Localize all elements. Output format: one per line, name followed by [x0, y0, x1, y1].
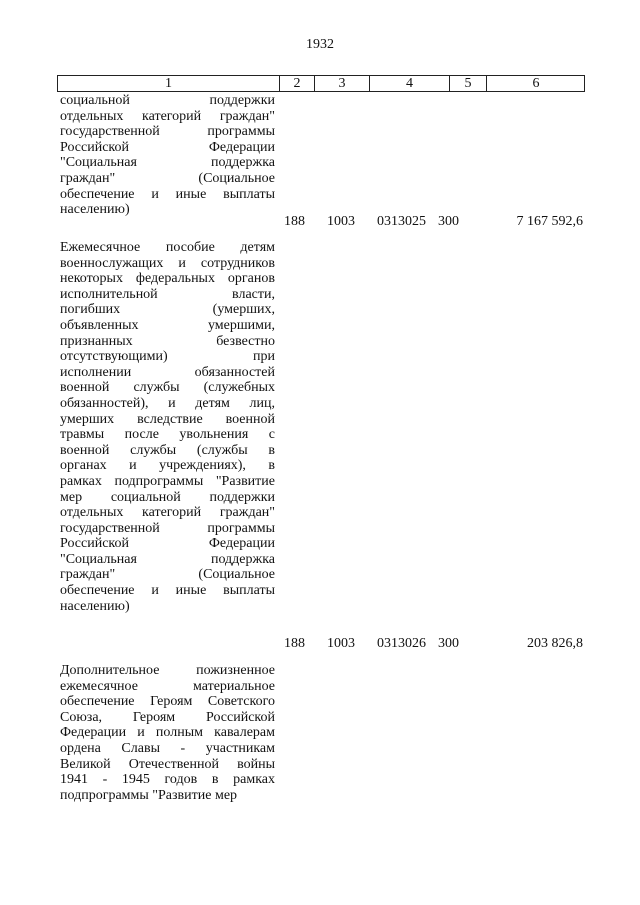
- column-header-2: 2: [280, 76, 315, 91]
- ministry-code: 188: [284, 214, 305, 229]
- description-line: населению): [60, 202, 130, 218]
- column-header-5: 5: [450, 76, 487, 91]
- description-line: обеспечение Героям Советского: [60, 694, 275, 710]
- description-line: обязанностей), и детям лиц,: [60, 395, 275, 411]
- description-line: ежемесячное материальное: [60, 678, 275, 694]
- section-code: 1003: [327, 214, 355, 229]
- description-line: обеспечение и иные выплаты: [60, 186, 275, 202]
- ministry-code: 188: [284, 636, 305, 651]
- description-line: Дополнительное пожизненное: [60, 663, 275, 678]
- description-line: обеспечение и иные выплаты: [60, 583, 275, 599]
- description-line: военнослужащих и сотрудников: [60, 255, 275, 271]
- description-line: населению): [60, 598, 130, 614]
- description-line: Российской Федерации: [60, 139, 275, 155]
- description-line: травмы после увольнения с: [60, 427, 275, 443]
- description-line: Великой Отечественной войны: [60, 756, 275, 772]
- description-line: некоторых федеральных органов: [60, 271, 275, 287]
- column-header-4: 4: [370, 76, 450, 91]
- description-line: исполнении обязанностей: [60, 364, 275, 380]
- description-line: военной службы (службы в: [60, 442, 275, 458]
- row-description: [60, 663, 275, 803]
- column-header-3: 3: [315, 76, 370, 91]
- description-line: мер социальной поддержки: [60, 489, 275, 505]
- description-line: "Социальная поддержка: [60, 551, 275, 567]
- description-line: социальной поддержки: [60, 93, 275, 108]
- description-line: Союза, Героям Российской: [60, 709, 275, 725]
- column-header-1: 1: [58, 76, 280, 91]
- description-line: органах и учреждениях), в: [60, 458, 275, 474]
- amount: 203 826,8: [527, 636, 583, 651]
- target-code: 0313026: [377, 636, 426, 651]
- description-line: умерших вследствие военной: [60, 411, 275, 427]
- row-description: [60, 240, 275, 614]
- section-code: 1003: [327, 636, 355, 651]
- description-line: граждан" (Социальное: [60, 567, 275, 583]
- row-description: [60, 93, 275, 218]
- description-line: исполнительной власти,: [60, 286, 275, 302]
- description-line: рамках подпрограммы "Развитие: [60, 473, 275, 489]
- column-header-6: 6: [532, 76, 540, 91]
- description-line: подпрограммы "Развитие мер: [60, 787, 238, 803]
- description-line: граждан" (Социальное: [60, 170, 275, 186]
- description-line: государственной программы: [60, 124, 275, 140]
- description-line: отдельных категорий граждан": [60, 108, 275, 124]
- page-number: 1932: [306, 37, 334, 52]
- target-code: 0313025: [377, 214, 426, 229]
- description-line: ордена Славы - участникам: [60, 740, 275, 756]
- description-line: отсутствующими) при: [60, 349, 275, 365]
- description-line: погибших (умерших,: [60, 302, 275, 318]
- description-line: Федерации и полным кавалерам: [60, 725, 275, 741]
- description-line: отдельных категорий граждан": [60, 505, 275, 521]
- description-line: 1941 - 1945 годов в рамках: [60, 772, 275, 788]
- expense-type-code: 300: [438, 636, 459, 651]
- description-line: государственной программы: [60, 520, 275, 536]
- description-line: военной службы (служебных: [60, 380, 275, 396]
- description-line: Российской Федерации: [60, 536, 275, 552]
- description-line: объявленных умершими,: [60, 317, 275, 333]
- table-header-row: [57, 75, 585, 92]
- description-line: Ежемесячное пособие детям: [60, 240, 275, 255]
- amount: 7 167 592,6: [516, 214, 583, 229]
- expense-type-code: 300: [438, 214, 459, 229]
- description-line: признанных безвестно: [60, 333, 275, 349]
- description-line: "Социальная поддержка: [60, 155, 275, 171]
